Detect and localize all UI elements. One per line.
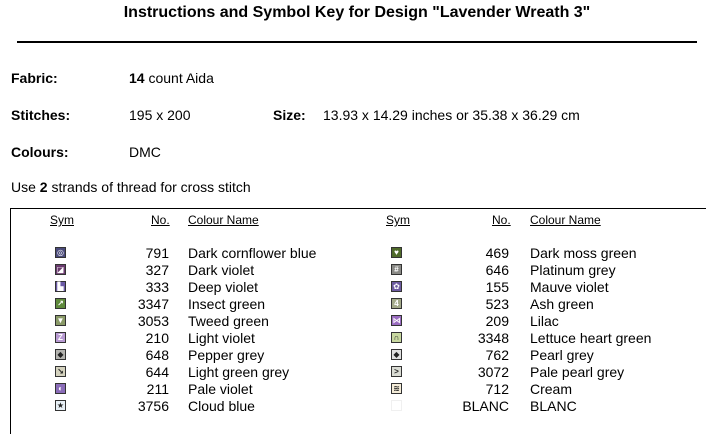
dmc-number: 210 — [145, 330, 169, 346]
colour-name: Pepper grey — [188, 347, 265, 363]
dmc-number: 209 — [485, 313, 509, 329]
instruction-text — [11, 179, 251, 195]
colour-name: Ash green — [530, 296, 594, 312]
dmc-number: 762 — [485, 347, 509, 363]
dmc-number: 791 — [145, 245, 169, 261]
colour-name: Pale pearl grey — [530, 364, 625, 380]
dmc-number: 3053 — [137, 313, 169, 329]
size-label: Size: — [273, 107, 306, 123]
fabric-count: 14 — [129, 70, 145, 86]
dmc-number: 211 — [146, 381, 169, 397]
header-colour-name-right: Colour Name — [530, 213, 601, 227]
size-value: 13.93 x 14.29 inches or 35.38 x 36.29 cm — [323, 107, 580, 123]
colour-name: Tweed green — [188, 313, 269, 329]
instruction-strands: 2 — [39, 179, 48, 195]
colour-name: Lilac — [530, 313, 559, 329]
header-no-right: No. — [492, 213, 511, 227]
symbol-swatch-icon: ≋ — [391, 383, 402, 394]
colour-name: BLANC — [530, 398, 577, 414]
header-sym-right: Sym — [386, 213, 410, 227]
symbol-swatch-icon: ▙ — [55, 281, 66, 292]
symbol-swatch-icon: ✿ — [391, 281, 402, 292]
symbol-swatch-icon: # — [391, 264, 402, 275]
dmc-number: 469 — [485, 245, 509, 261]
page-title: Instructions and Symbol Key for Design "Lavender Wreath 3" — [123, 4, 591, 21]
symbol-swatch-icon: ⋈ — [392, 316, 401, 325]
colour-name: Deep violet — [188, 279, 259, 295]
title-divider — [17, 41, 697, 43]
header-colour-name: Colour Name — [188, 213, 259, 227]
colours-label: Colours: — [11, 144, 69, 160]
dmc-number: 648 — [145, 347, 169, 363]
colour-name: Pearl grey — [530, 347, 594, 363]
stitches-value: 195 x 200 — [129, 107, 191, 123]
dmc-number: 3072 — [477, 364, 509, 380]
colour-name: Cloud blue — [188, 398, 255, 414]
colour-name: Pale violet — [188, 381, 253, 397]
symbol-swatch-icon: ◐ — [55, 383, 66, 394]
symbol-swatch-icon: ★ — [56, 401, 65, 410]
symbol-swatch-icon — [391, 400, 402, 411]
instruction-suffix: strands of thread for cross stitch — [47, 179, 251, 195]
symbol-swatch-icon: Z — [55, 332, 66, 343]
symbol-swatch-icon: ◆ — [391, 349, 402, 360]
dmc-number: 327 — [145, 262, 169, 278]
header-no: No. — [151, 213, 170, 227]
dmc-number: 644 — [145, 364, 169, 380]
symbol-swatch-icon: ◆ — [55, 349, 66, 360]
symbol-swatch-icon: ♥ — [391, 247, 402, 258]
fabric-label: Fabric: — [11, 70, 58, 86]
colour-name: Dark violet — [188, 262, 255, 278]
colour-name: Platinum grey — [530, 262, 616, 278]
fabric-type: count Aida — [144, 70, 214, 86]
header-sym: Sym — [50, 213, 74, 227]
colour-name: Light green grey — [188, 364, 290, 380]
colour-name: Light violet — [188, 330, 255, 346]
symbol-swatch-icon: 4 — [391, 298, 402, 309]
dmc-number: 3756 — [137, 398, 169, 414]
fabric-value — [129, 70, 214, 86]
symbol-swatch-icon: ◪ — [56, 265, 65, 274]
colour-name: Dark moss green — [530, 245, 637, 261]
dmc-number: BLANC — [462, 398, 509, 414]
symbol-swatch-icon: ◎ — [55, 247, 66, 258]
dmc-number: 712 — [485, 381, 509, 397]
dmc-number: 3347 — [137, 296, 169, 312]
dmc-number: 333 — [145, 279, 169, 295]
dmc-number: 646 — [485, 262, 509, 278]
symbol-swatch-icon: > — [391, 366, 402, 377]
symbol-swatch-icon: ▼ — [56, 316, 65, 325]
colour-name: Lettuce heart green — [530, 330, 652, 346]
symbol-swatch-icon: ↗ — [55, 298, 66, 309]
stitches-label: Stitches: — [11, 107, 71, 123]
dmc-number: 523 — [485, 296, 509, 312]
symbol-swatch-icon: ↘ — [55, 366, 66, 377]
dmc-number: 3348 — [477, 330, 509, 346]
colour-name: Mauve violet — [530, 279, 609, 295]
colour-name: Dark cornflower blue — [188, 245, 317, 261]
dmc-number: 155 — [485, 279, 509, 295]
colour-name: Insect green — [188, 296, 266, 312]
symbol-swatch-icon: ∩ — [391, 332, 402, 343]
colour-name: Cream — [530, 381, 573, 397]
colours-value: DMC — [129, 144, 161, 160]
instruction-prefix: Use — [11, 179, 40, 195]
